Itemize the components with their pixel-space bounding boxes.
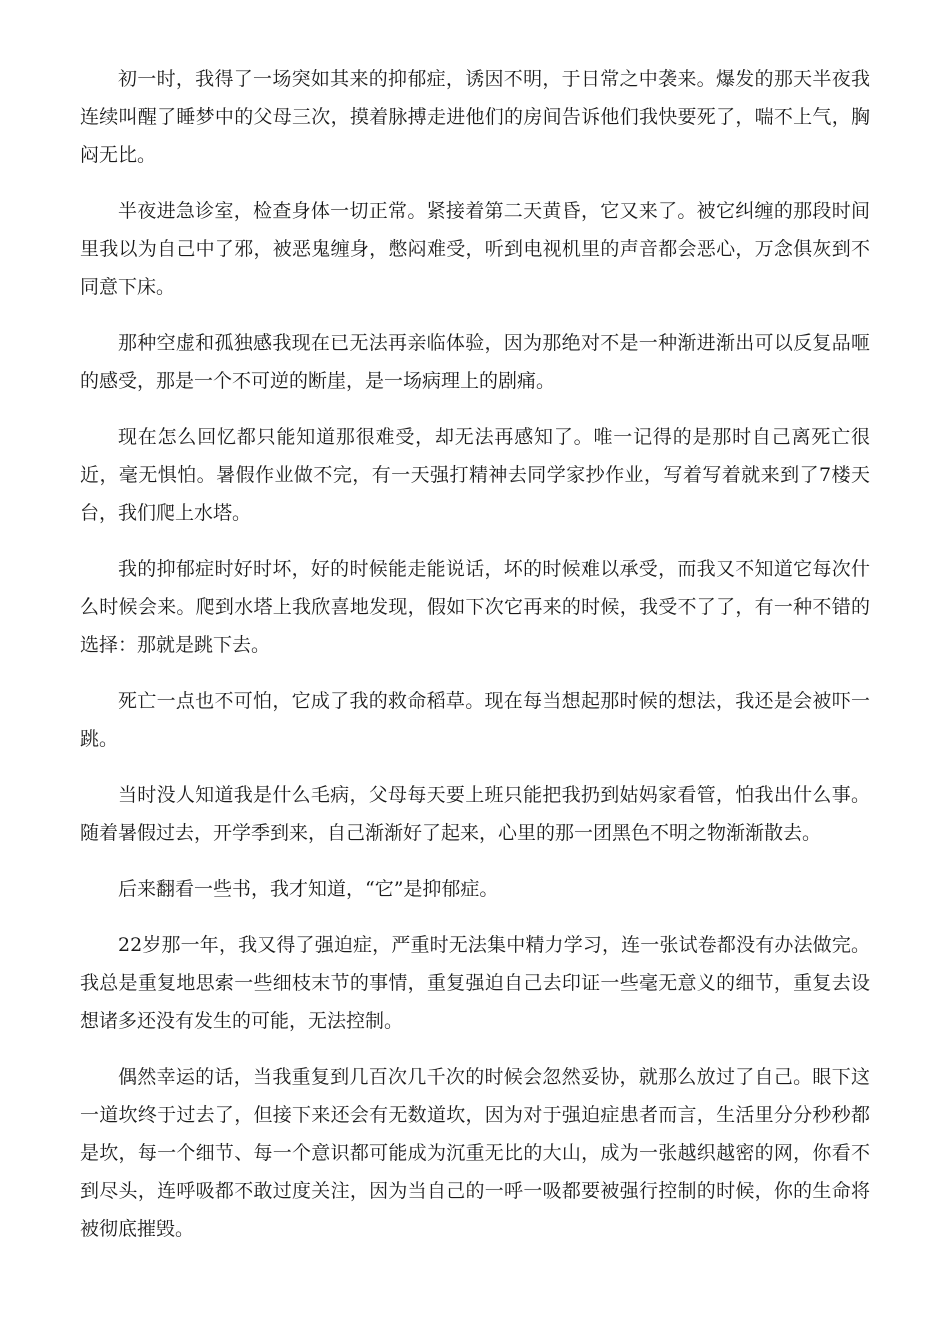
document-page — [80, 60, 870, 1266]
paragraph: 现在怎么回忆都只能知道那很难受，却无法再感知了。唯一记得的是那时自己离死亡很近，毫无惧怕。暑假作业做不完，有一天强打精神去同学家抄作业，写着写着就来到了7楼天台，我们爬上水塔。 — [80, 426, 870, 524]
paragraph: 后来翻看一些书，我才知道，“它”是抑郁症。 — [118, 878, 499, 900]
paragraph: 死亡一点也不可怕，它成了我的救命稻草。现在每当想起那时候的想法，我还是会被吓一跳。 — [80, 690, 870, 750]
paragraph: 22岁那一年，我又得了强迫症，严重时无法集中精力学习，连一张试卷都没有办法做完。我总是重复地思索一些细枝末节的事情，重复强迫自己去印证一些毫无意义的细节，重复去设想诸多还没有发生的可能，无法控制。 — [80, 934, 870, 1032]
paragraph: 偶然幸运的话，当我重复到几百次几千次的时候会忽然妥协，就那么放过了自己。眼下这一道坎终于过去了，但接下来还会有无数道坎，因为对于强迫症患者而言，生活里分分秒秒都是坎，每一个细节、每一个意识都可能成为沉重无比的大山，成为一张越织越密的网，你看不到尽头，连呼吸都不敢过度关注，因为当自己的一呼一吸都要被强行控制的时候，你的生命将被彻底摧毁。 — [80, 1066, 870, 1240]
paragraph: 当时没人知道我是什么毛病，父母每天要上班只能把我扔到姑妈家看管，怕我出什么事。随着暑假过去，开学季到来，自己渐渐好了起来，心里的那一团黑色不明之物渐渐散去。 — [80, 784, 870, 844]
paragraph: 那种空虚和孤独感我现在已无法再亲临体验，因为那绝对不是一种渐进渐出可以反复品咂的感受，那是一个不可逆的断崖，是一场病理上的剧痛。 — [80, 332, 870, 392]
paragraph: 我的抑郁症时好时坏，好的时候能走能说话，坏的时候难以承受，而我又不知道它每次什么时候会来。爬到水塔上我欣喜地发现，假如下次它再来的时候，我受不了了，有一种不错的选择：那就是跳下去。 — [80, 558, 870, 656]
paragraph: 半夜进急诊室，检查身体一切正常。紧接着第二天黄昏，它又来了。被它纠缠的那段时间里我以为自己中了邪，被恶鬼缠身，憋闷难受，听到电视机里的声音都会恶心，万念俱灰到不同意下床。 — [80, 200, 870, 298]
paragraph: 初一时，我得了一场突如其来的抑郁症，诱因不明，于日常之中袭来。爆发的那天半夜我连续叫醒了睡梦中的父母三次，摸着脉搏走进他们的房间告诉他们我快要死了，喘不上气，胸闷无比。 — [80, 68, 870, 166]
